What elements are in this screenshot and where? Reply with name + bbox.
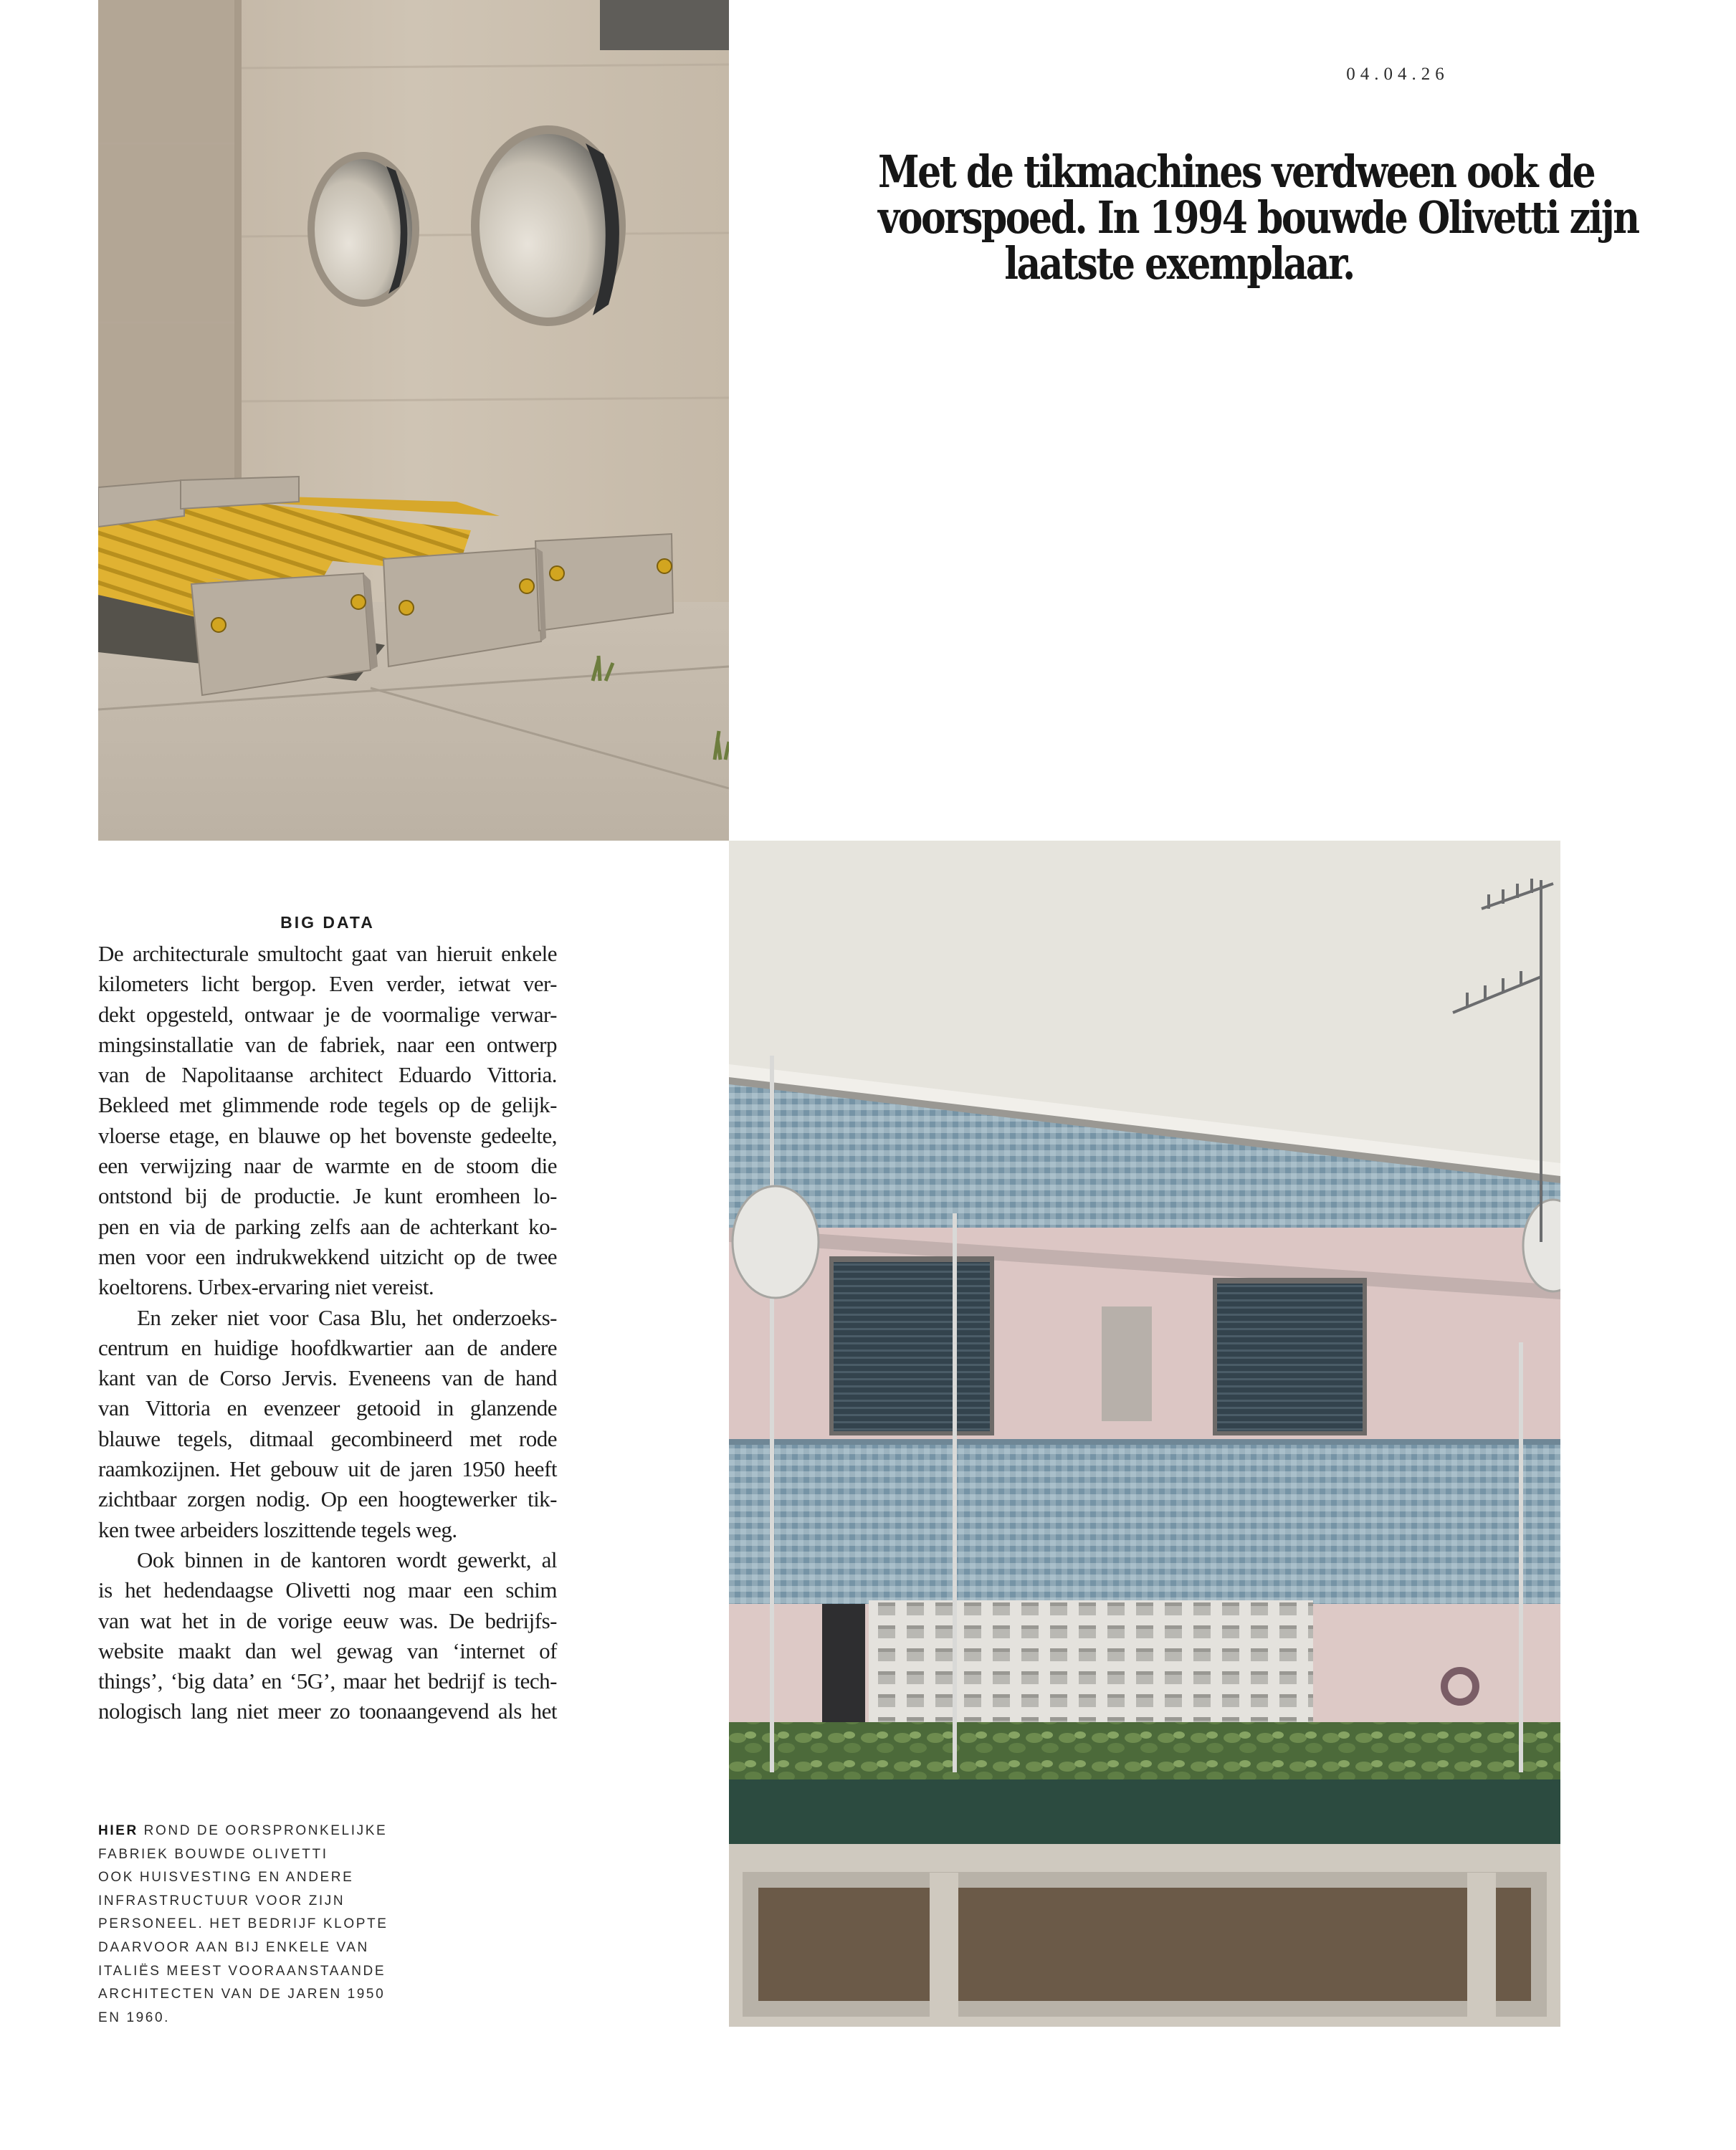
body-line: ken twee arbeiders loszittende tegels weg. bbox=[98, 1516, 457, 1542]
caption-line: ARCHITECTEN VAN DE JAREN 1950 bbox=[98, 1987, 386, 2002]
caption-line: PERSONEEL. HET BEDRIJF KLOPTE bbox=[98, 1916, 388, 1932]
body-line: van wat het in de vorige eeuw was. De bedrijfs- bbox=[98, 1607, 557, 1633]
caption-line: ITALIËS MEEST VOORAANSTAANDE bbox=[98, 1963, 386, 1979]
body-line: dekt opgesteld, ontwaar je de voormalige verwar- bbox=[98, 1001, 557, 1027]
caption-line: OOK HUISVESTING EN ANDERE bbox=[98, 1870, 354, 1886]
body-line: Ook binnen in de kantoren wordt gewerkt, al bbox=[137, 1547, 557, 1572]
body-line: raamkozijnen. Het gebouw uit de jaren 1950 heeft bbox=[98, 1456, 557, 1482]
body-line: Bekleed met glimmende rode tegels op de gelijk- bbox=[98, 1092, 557, 1118]
body-line: vloerse etage, en blauwe op het bovenste gedeelte, bbox=[98, 1122, 557, 1148]
pull-quote-line: laatste exemplaar. bbox=[1004, 237, 1354, 290]
body-line: een verwijzing naar de warmte en de stoom die bbox=[98, 1153, 557, 1179]
body-line: men voor een indrukwekkend uitzicht op de twee bbox=[98, 1243, 557, 1269]
body-line: ontstond bij de productie. Je kunt eromheen lo- bbox=[98, 1183, 557, 1209]
photo-concrete-wall bbox=[98, 0, 729, 841]
body-line: van de Napolitaanse architect Eduardo Vittoria. bbox=[98, 1062, 557, 1088]
caption-line: INFRASTRUCTUUR VOOR ZIJN bbox=[98, 1893, 345, 1908]
body-line: blauwe tegels, ditmaal gecombineerd met rode bbox=[98, 1425, 557, 1451]
body-line: pen en via de parking zelfs aan de achterkant ko- bbox=[98, 1213, 557, 1239]
caption-line: EN 1960. bbox=[98, 2010, 171, 2025]
caption-line: FABRIEK BOUWDE OLIVETTI bbox=[98, 1846, 328, 1862]
body-line: nologisch lang niet meer zo toonaangevend als het bbox=[98, 1698, 557, 1724]
section-heading: BIG DATA bbox=[280, 913, 375, 932]
article-body bbox=[98, 939, 557, 1727]
body-line: kilometers licht bergop. Even verder, ietwat ver- bbox=[98, 971, 557, 997]
body-line: De architecturale smultocht gaat van hieruit enkele bbox=[98, 941, 557, 966]
body-line: website maakt dan wel gewag van ‘internet of bbox=[98, 1638, 557, 1663]
body-line: zichtbaar zorgen nodig. Op een hoogtewerker tik- bbox=[98, 1486, 557, 1512]
pull-quote bbox=[878, 145, 1639, 290]
body-line: things’, ‘big data’ en ‘5G’, maar het bedrijf is tech- bbox=[98, 1668, 557, 1694]
caption-first-line bbox=[98, 1820, 414, 1843]
body-line: koeltorens. Urbex-ervaring niet vereist. bbox=[98, 1274, 434, 1300]
caption-first-line-rest: ROND DE OORSPRONKELIJKE bbox=[138, 1823, 388, 1838]
body-line: mingsinstallatie van de fabriek, naar een ontwerp bbox=[98, 1031, 557, 1057]
body-line: is het hedendaagse Olivetti nog maar een schim bbox=[98, 1577, 557, 1603]
body-line: van Vittoria en evenzeer getooid in glanzende bbox=[98, 1395, 557, 1421]
caption-lead: HIER bbox=[98, 1823, 138, 1838]
caption-line: DAARVOOR AAN BIJ ENKELE VAN bbox=[98, 1939, 369, 1955]
issue-date: 04.04.26 bbox=[1346, 64, 1449, 84]
pull-quote-line: Met de tikmachines verdween ook de bbox=[878, 145, 1595, 198]
photo-tiled-building bbox=[729, 841, 1560, 2027]
body-line: centrum en huidige hoofdkwartier aan de andere bbox=[98, 1334, 557, 1360]
photo-caption bbox=[98, 1820, 414, 2030]
body-line: kant van de Corso Jervis. Eveneens van de hand bbox=[98, 1365, 557, 1391]
body-line: En zeker niet voor Casa Blu, het onderzoeks- bbox=[137, 1304, 557, 1330]
pull-quote-line: voorspoed. In 1994 bouwde Olivetti zijn bbox=[878, 191, 1639, 244]
